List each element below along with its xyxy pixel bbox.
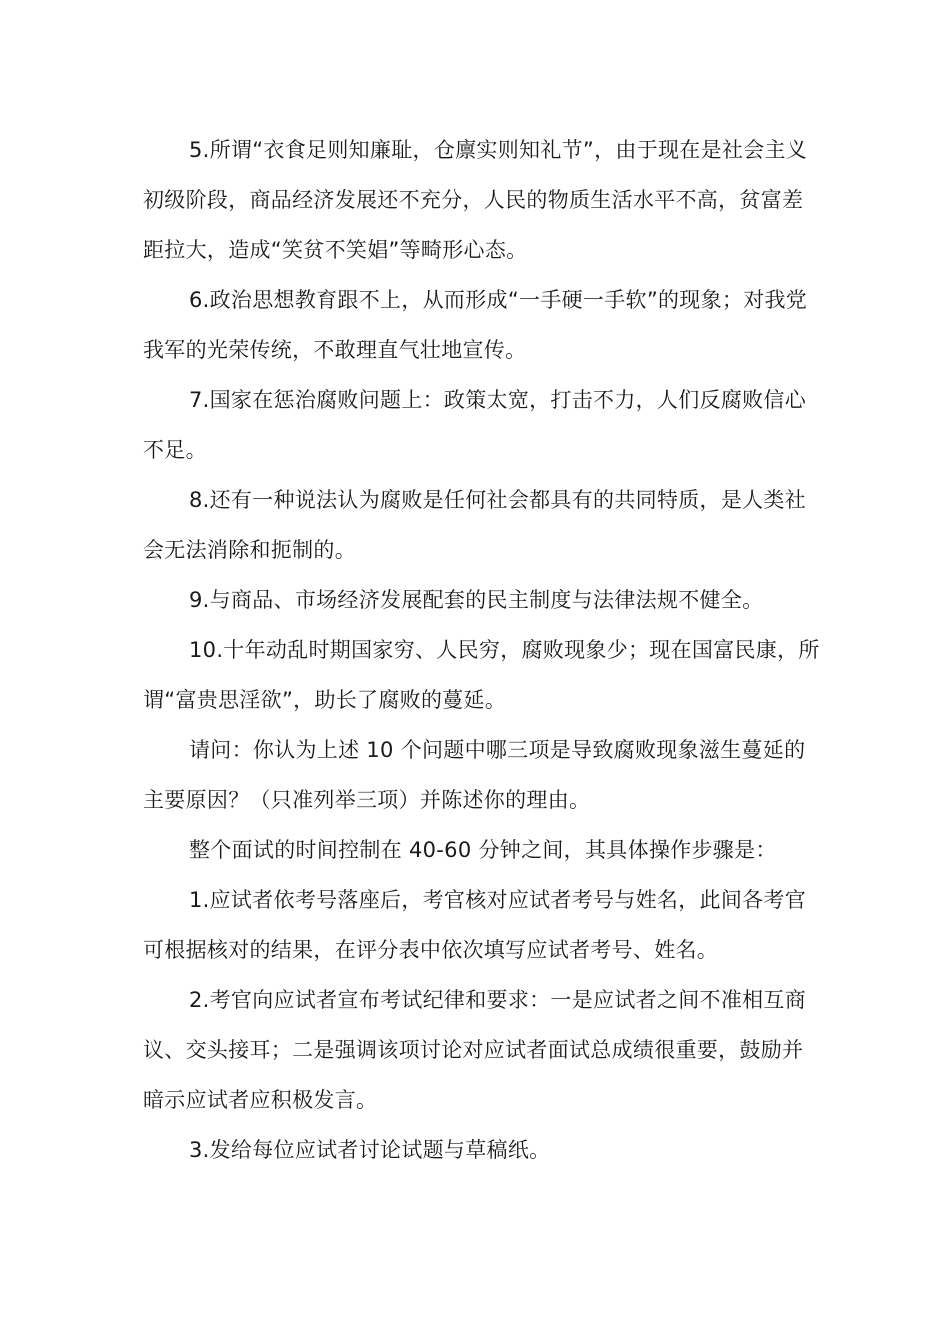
document-body <box>143 125 823 1175</box>
paragraph-step-2: 2.考官向应试者宣布考试纪律和要求：一是应试者之间不准相互商议、交头接耳；二是强调该项讨论对应试者面试总成绩很重要，鼓励并暗示应试者应积极发言。 <box>143 988 807 1112</box>
paragraph-item-6: 6.政治思想教育跟不上，从而形成“一手硬一手软”的现象；对我党我军的光荣传统，不敢理直气壮地宣传。 <box>143 288 808 362</box>
paragraph-procedure-intro: 整个面试的时间控制在 40-60 分钟之间，其具体操作步骤是： <box>189 838 777 862</box>
paragraph-item-5: 5.所谓“衣食足则知廉耻，仓廪实则知礼节”，由于现在是社会主义初级阶段，商品经济发展还不充分，人民的物质生活水平不高，贫富差距拉大，造成“笑贫不笑娼”等畸形心态。 <box>143 138 808 262</box>
paragraph-item-7: 7.国家在惩治腐败问题上：政策太宽，打击不力，人们反腐败信心不足。 <box>143 388 807 462</box>
paragraph-item-10: 10.十年动乱时期国家穷、人民穷，腐败现象少；现在国富民康，所谓“富贵思淫欲”，助长了腐败的蔓延。 <box>143 638 820 712</box>
paragraph-item-8: 8.还有一种说法认为腐败是任何社会都具有的共同特质，是人类社会无法消除和扼制的。 <box>143 488 807 562</box>
paragraph-step-3: 3.发给每位应试者讨论试题与草稿纸。 <box>189 1138 551 1162</box>
paragraph-question: 请问：你认为上述 10 个问题中哪三项是导致腐败现象滋生蔓延的主要原因？（只准列举三项）并陈述你的理由。 <box>143 738 806 812</box>
paragraph-item-9: 9.与商品、市场经济发展配套的民主制度与法律法规不健全。 <box>189 588 764 612</box>
paragraph-step-1: 1.应试者依考号落座后，考官核对应试者考号与姓名，此间各考官可根据核对的结果，在评分表中依次填写应试者考号、姓名。 <box>143 888 807 962</box>
